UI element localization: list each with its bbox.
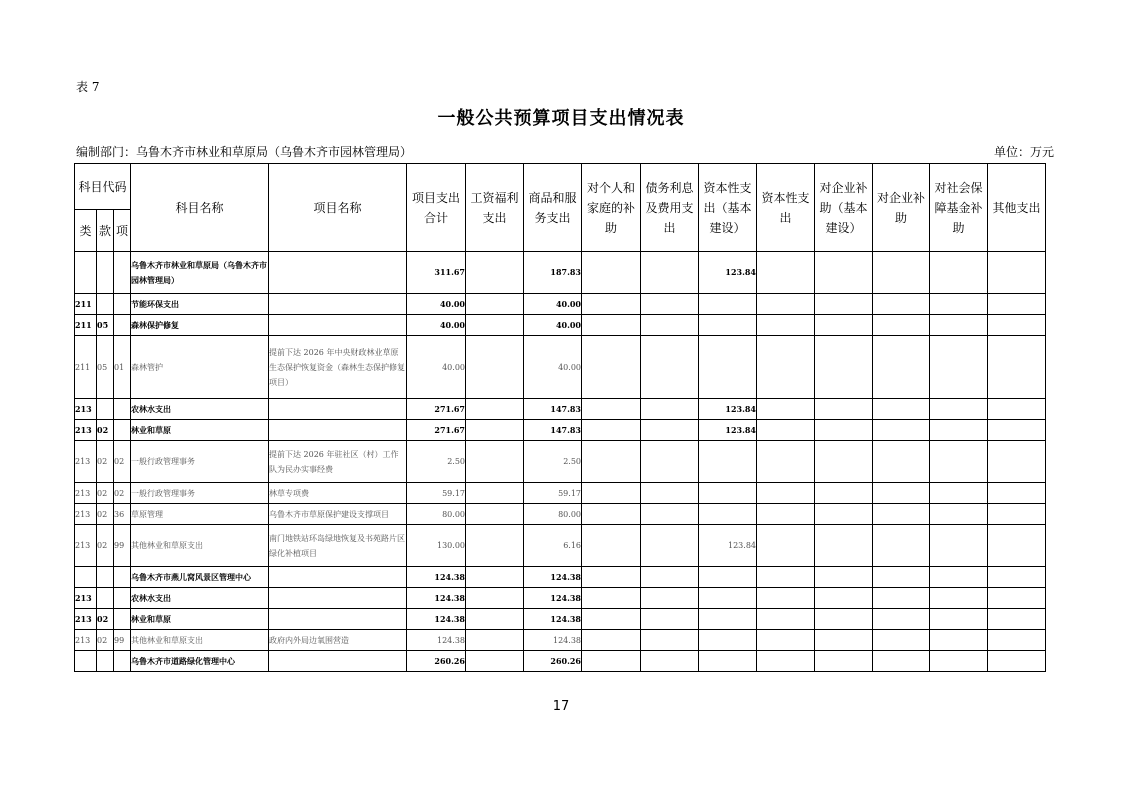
cell-enterprise-basic (815, 525, 873, 567)
cell-kuan: 02 (97, 483, 114, 504)
cell-lei: 213 (75, 420, 97, 441)
cell-enterprise-basic (815, 588, 873, 609)
cell-subject: 其他林业和草原支出 (131, 525, 269, 567)
cell-capital-basic (699, 483, 757, 504)
cell-social (930, 252, 988, 294)
cell-enterprise (873, 651, 930, 672)
cell-capital-basic (699, 441, 757, 483)
cell-subject: 草原管理 (131, 504, 269, 525)
cell-wages (466, 567, 524, 588)
table-row (75, 567, 1046, 588)
cell-total: 80.00 (407, 504, 466, 525)
cell-lei (75, 651, 97, 672)
cell-xiang (114, 315, 131, 336)
cell-project (269, 588, 407, 609)
cell-capital (757, 315, 815, 336)
cell-subject: 林业和草原 (131, 609, 269, 630)
unit-label: 单位：万元 (993, 145, 1054, 159)
cell-lei: 213 (75, 630, 97, 651)
cell-enterprise (873, 483, 930, 504)
cell-kuan: 02 (97, 420, 114, 441)
cell-kuan: 02 (97, 630, 114, 651)
cell-personal (582, 252, 641, 294)
cell-xiang (114, 420, 131, 441)
cell-enterprise-basic (815, 420, 873, 441)
cell-total: 124.38 (407, 609, 466, 630)
cell-enterprise-basic (815, 630, 873, 651)
cell-other (988, 651, 1046, 672)
cell-enterprise (873, 441, 930, 483)
cell-personal (582, 504, 641, 525)
cell-social (930, 567, 988, 588)
cell-social (930, 336, 988, 399)
header-debt: 债务利息及费用支出 (641, 164, 699, 252)
cell-personal (582, 315, 641, 336)
cell-debt (641, 630, 699, 651)
cell-debt (641, 483, 699, 504)
cell-debt (641, 567, 699, 588)
cell-capital-basic: 123.84 (699, 420, 757, 441)
cell-goods: 59.17 (524, 483, 582, 504)
cell-capital (757, 504, 815, 525)
cell-debt (641, 315, 699, 336)
cell-capital-basic (699, 630, 757, 651)
cell-enterprise (873, 630, 930, 651)
header-subject-name: 科目名称 (131, 164, 269, 252)
cell-enterprise (873, 588, 930, 609)
cell-wages (466, 399, 524, 420)
cell-goods: 40.00 (524, 315, 582, 336)
department-label: 编制部门：乌鲁木齐市林业和草原局（乌鲁木齐市园林管理局） (76, 145, 413, 159)
cell-capital-basic (699, 588, 757, 609)
cell-capital (757, 399, 815, 420)
cell-total: 271.67 (407, 399, 466, 420)
cell-project (269, 567, 407, 588)
cell-total: 130.00 (407, 525, 466, 567)
cell-other (988, 399, 1046, 420)
cell-personal (582, 336, 641, 399)
cell-capital (757, 420, 815, 441)
cell-personal (582, 525, 641, 567)
cell-project (269, 399, 407, 420)
cell-enterprise-basic (815, 399, 873, 420)
cell-lei: 211 (75, 336, 97, 399)
cell-total: 124.38 (407, 588, 466, 609)
cell-social (930, 399, 988, 420)
cell-project (269, 252, 407, 294)
cell-lei: 213 (75, 588, 97, 609)
cell-enterprise (873, 525, 930, 567)
cell-personal (582, 651, 641, 672)
cell-capital-basic: 123.84 (699, 525, 757, 567)
header-lei: 类 (75, 210, 97, 252)
cell-enterprise (873, 399, 930, 420)
cell-project: 乌鲁木齐市草原保护建设支撑项目 (269, 504, 407, 525)
cell-capital (757, 441, 815, 483)
cell-other (988, 504, 1046, 525)
cell-goods: 40.00 (524, 336, 582, 399)
cell-enterprise-basic (815, 336, 873, 399)
cell-kuan: 02 (97, 525, 114, 567)
cell-social (930, 588, 988, 609)
cell-kuan: 02 (97, 441, 114, 483)
cell-wages (466, 504, 524, 525)
table-row (75, 315, 1046, 336)
cell-lei: 211 (75, 315, 97, 336)
cell-other (988, 441, 1046, 483)
cell-enterprise-basic (815, 294, 873, 315)
cell-xiang: 02 (114, 483, 131, 504)
page-title: 一般公共预算项目支出情况表 (437, 108, 685, 129)
header-goods: 商品和服务支出 (524, 164, 582, 252)
cell-wages (466, 336, 524, 399)
cell-wages (466, 252, 524, 294)
cell-capital (757, 567, 815, 588)
table-row (75, 483, 1046, 504)
cell-enterprise (873, 315, 930, 336)
header-personal: 对个人和家庭的补助 (582, 164, 641, 252)
cell-goods: 6.16 (524, 525, 582, 567)
cell-subject: 一般行政管理事务 (131, 441, 269, 483)
cell-goods: 124.38 (524, 588, 582, 609)
cell-debt (641, 651, 699, 672)
cell-wages (466, 630, 524, 651)
cell-total: 124.38 (407, 567, 466, 588)
cell-capital (757, 252, 815, 294)
cell-kuan (97, 399, 114, 420)
table-row (75, 252, 1046, 294)
cell-project (269, 315, 407, 336)
cell-wages (466, 651, 524, 672)
header-enterprise: 对企业补助 (873, 164, 930, 252)
cell-social (930, 315, 988, 336)
table-tag: 表 7 (76, 80, 100, 94)
table-row (75, 651, 1046, 672)
cell-personal (582, 630, 641, 651)
cell-capital-basic (699, 651, 757, 672)
cell-subject: 森林保护修复 (131, 315, 269, 336)
cell-capital-basic (699, 567, 757, 588)
cell-enterprise (873, 567, 930, 588)
cell-debt (641, 441, 699, 483)
cell-xiang (114, 252, 131, 294)
table-row (75, 294, 1046, 315)
cell-capital (757, 630, 815, 651)
cell-debt (641, 294, 699, 315)
cell-capital-basic (699, 504, 757, 525)
cell-kuan (97, 651, 114, 672)
header-code-group: 科目代码 (75, 164, 131, 210)
cell-goods: 124.38 (524, 630, 582, 651)
table-row (75, 420, 1046, 441)
cell-kuan (97, 588, 114, 609)
cell-total: 311.67 (407, 252, 466, 294)
cell-enterprise-basic (815, 252, 873, 294)
cell-lei: 213 (75, 483, 97, 504)
cell-subject: 乌鲁木齐市道路绿化管理中心 (131, 651, 269, 672)
cell-wages (466, 483, 524, 504)
cell-enterprise-basic (815, 483, 873, 504)
header-project-name: 项目名称 (269, 164, 407, 252)
cell-total: 271.67 (407, 420, 466, 441)
header-wages: 工资福利支出 (466, 164, 524, 252)
cell-total: 40.00 (407, 315, 466, 336)
cell-enterprise (873, 504, 930, 525)
cell-social (930, 483, 988, 504)
cell-subject: 森林管护 (131, 336, 269, 399)
cell-enterprise-basic (815, 567, 873, 588)
cell-debt (641, 420, 699, 441)
cell-social (930, 609, 988, 630)
cell-goods: 124.38 (524, 609, 582, 630)
cell-enterprise (873, 336, 930, 399)
cell-xiang (114, 567, 131, 588)
cell-other (988, 525, 1046, 567)
cell-other (988, 609, 1046, 630)
cell-wages (466, 588, 524, 609)
cell-enterprise (873, 420, 930, 441)
cell-lei: 213 (75, 399, 97, 420)
cell-subject: 乌鲁木齐市燕儿窝风景区管理中心 (131, 567, 269, 588)
cell-personal (582, 483, 641, 504)
cell-other (988, 483, 1046, 504)
cell-xiang: 99 (114, 525, 131, 567)
cell-personal (582, 294, 641, 315)
cell-capital-basic: 123.84 (699, 399, 757, 420)
cell-subject: 乌鲁木齐市林业和草原局（乌鲁木齐市园林管理局） (131, 252, 269, 294)
cell-xiang: 02 (114, 441, 131, 483)
cell-kuan: 02 (97, 609, 114, 630)
cell-personal (582, 399, 641, 420)
cell-kuan: 02 (97, 504, 114, 525)
cell-xiang: 99 (114, 630, 131, 651)
cell-goods: 260.26 (524, 651, 582, 672)
cell-wages (466, 420, 524, 441)
cell-kuan (97, 294, 114, 315)
cell-project: 南门地铁站环岛绿地恢复及书苑路片区绿化补植项目 (269, 525, 407, 567)
cell-xiang: 36 (114, 504, 131, 525)
cell-enterprise-basic (815, 651, 873, 672)
cell-capital (757, 651, 815, 672)
cell-capital-basic (699, 294, 757, 315)
cell-enterprise (873, 252, 930, 294)
cell-personal (582, 567, 641, 588)
cell-total: 2.50 (407, 441, 466, 483)
table-row (75, 609, 1046, 630)
cell-social (930, 651, 988, 672)
cell-social (930, 630, 988, 651)
cell-enterprise-basic (815, 441, 873, 483)
cell-xiang (114, 294, 131, 315)
header-other: 其他支出 (988, 164, 1046, 252)
cell-goods: 147.83 (524, 399, 582, 420)
cell-total: 40.00 (407, 336, 466, 399)
budget-table (74, 163, 1046, 672)
cell-lei (75, 252, 97, 294)
cell-wages (466, 294, 524, 315)
cell-goods: 187.83 (524, 252, 582, 294)
cell-capital-basic: 123.84 (699, 252, 757, 294)
cell-lei: 213 (75, 441, 97, 483)
header-social: 对社会保障基金补助 (930, 164, 988, 252)
cell-total: 59.17 (407, 483, 466, 504)
cell-debt (641, 399, 699, 420)
cell-capital (757, 588, 815, 609)
cell-kuan: 05 (97, 315, 114, 336)
cell-kuan: 05 (97, 336, 114, 399)
cell-goods: 124.38 (524, 567, 582, 588)
cell-capital (757, 609, 815, 630)
cell-other (988, 294, 1046, 315)
cell-capital (757, 294, 815, 315)
cell-enterprise (873, 294, 930, 315)
cell-enterprise-basic (815, 504, 873, 525)
cell-capital (757, 525, 815, 567)
cell-lei: 211 (75, 294, 97, 315)
table-row (75, 504, 1046, 525)
cell-xiang (114, 588, 131, 609)
cell-other (988, 588, 1046, 609)
cell-capital-basic (699, 336, 757, 399)
cell-social (930, 504, 988, 525)
cell-lei: 213 (75, 525, 97, 567)
cell-enterprise-basic (815, 609, 873, 630)
cell-personal (582, 441, 641, 483)
cell-project: 政府内外局边氧围营造 (269, 630, 407, 651)
cell-project (269, 294, 407, 315)
page-number: 17 (552, 699, 570, 714)
cell-wages (466, 609, 524, 630)
cell-debt (641, 252, 699, 294)
cell-subject: 农林水支出 (131, 588, 269, 609)
cell-social (930, 441, 988, 483)
header-capital: 资本性支出 (757, 164, 815, 252)
cell-project (269, 609, 407, 630)
cell-total: 40.00 (407, 294, 466, 315)
cell-other (988, 336, 1046, 399)
cell-capital-basic (699, 315, 757, 336)
cell-wages (466, 441, 524, 483)
table-row (75, 525, 1046, 567)
cell-project (269, 420, 407, 441)
cell-enterprise-basic (815, 315, 873, 336)
cell-subject: 农林水支出 (131, 399, 269, 420)
cell-subject: 节能环保支出 (131, 294, 269, 315)
cell-personal (582, 588, 641, 609)
cell-debt (641, 588, 699, 609)
cell-enterprise (873, 609, 930, 630)
header-kuan: 款 (97, 210, 114, 252)
cell-subject: 其他林业和草原支出 (131, 630, 269, 651)
cell-social (930, 294, 988, 315)
cell-project: 提前下达 2026 年驻社区（村）工作队为民办实事经费 (269, 441, 407, 483)
cell-goods: 40.00 (524, 294, 582, 315)
cell-subject: 一般行政管理事务 (131, 483, 269, 504)
cell-total: 260.26 (407, 651, 466, 672)
cell-debt (641, 336, 699, 399)
cell-wages (466, 315, 524, 336)
header-total: 项目支出合计 (407, 164, 466, 252)
cell-goods: 80.00 (524, 504, 582, 525)
header-capital-basic: 资本性支出（基本建设） (699, 164, 757, 252)
cell-kuan (97, 567, 114, 588)
table-row (75, 630, 1046, 651)
cell-lei: 213 (75, 609, 97, 630)
cell-wages (466, 525, 524, 567)
cell-social (930, 420, 988, 441)
cell-kuan (97, 252, 114, 294)
cell-project: 提前下达 2026 年中央财政林业草原生态保护恢复资金（森林生态保护修复项目） (269, 336, 407, 399)
cell-xiang (114, 651, 131, 672)
cell-lei (75, 567, 97, 588)
cell-goods: 147.83 (524, 420, 582, 441)
cell-other (988, 420, 1046, 441)
cell-project (269, 651, 407, 672)
table-row (75, 399, 1046, 420)
cell-capital-basic (699, 609, 757, 630)
cell-debt (641, 504, 699, 525)
cell-other (988, 315, 1046, 336)
cell-other (988, 630, 1046, 651)
cell-other (988, 252, 1046, 294)
cell-personal (582, 420, 641, 441)
cell-goods: 2.50 (524, 441, 582, 483)
cell-xiang (114, 609, 131, 630)
cell-xiang: 01 (114, 336, 131, 399)
cell-lei: 213 (75, 504, 97, 525)
header-xiang: 项 (114, 210, 131, 252)
cell-debt (641, 525, 699, 567)
cell-other (988, 567, 1046, 588)
table-row (75, 336, 1046, 399)
cell-social (930, 525, 988, 567)
cell-xiang (114, 399, 131, 420)
cell-project: 林草专项费 (269, 483, 407, 504)
cell-debt (641, 609, 699, 630)
cell-capital (757, 336, 815, 399)
cell-total: 124.38 (407, 630, 466, 651)
cell-personal (582, 609, 641, 630)
header-enterprise-basic: 对企业补助（基本建设） (815, 164, 873, 252)
cell-subject: 林业和草原 (131, 420, 269, 441)
table-row (75, 441, 1046, 483)
cell-capital (757, 483, 815, 504)
table-row (75, 588, 1046, 609)
